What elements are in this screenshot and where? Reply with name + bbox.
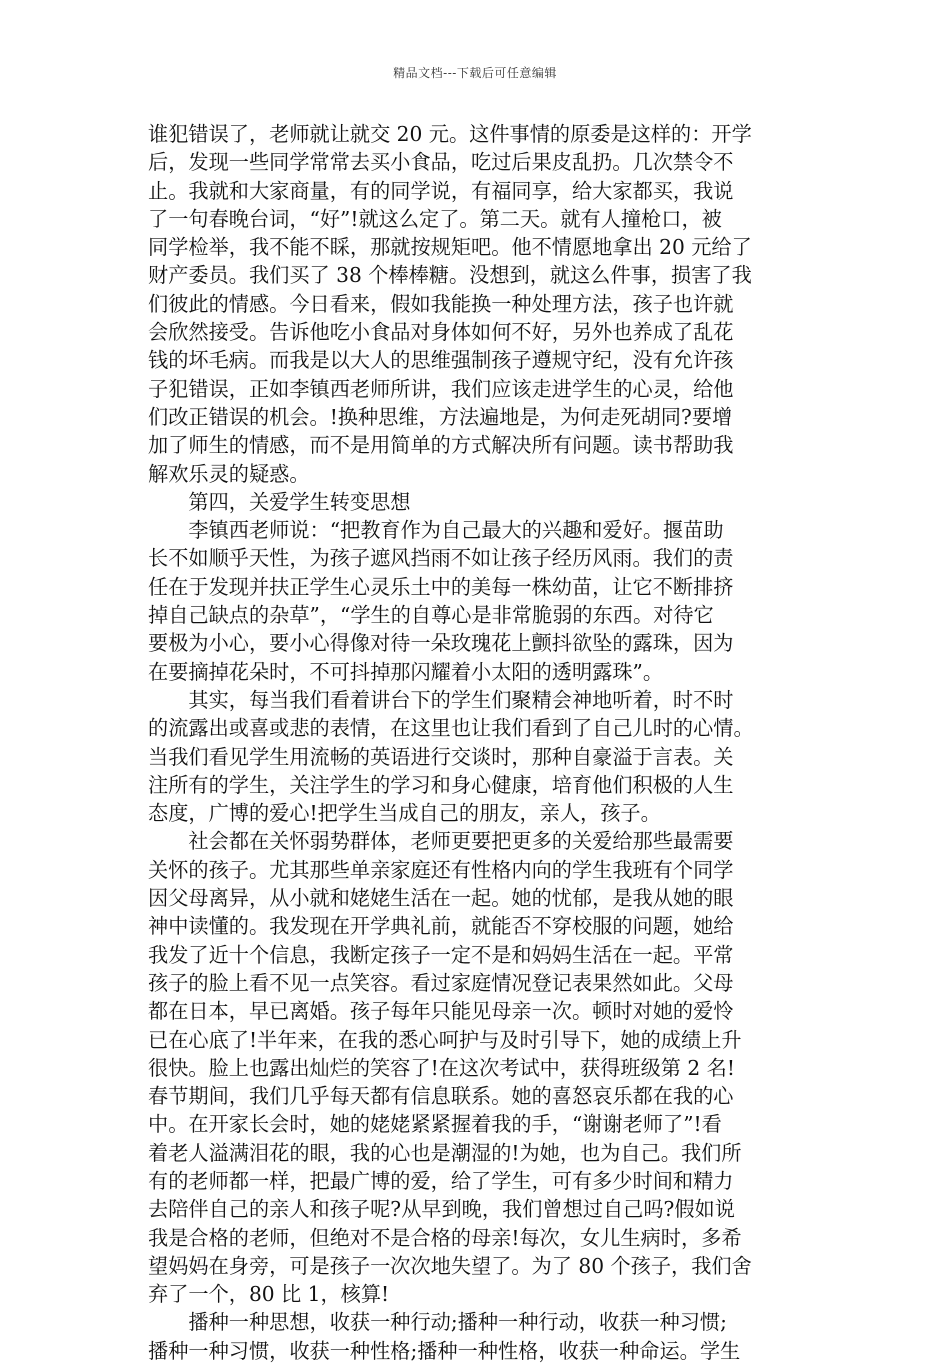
- text-line: 掉自己缺点的杂草”，“学生的自尊心是非常脆弱的东西。对待它: [148, 603, 714, 628]
- text-line: 的流露出或喜或悲的表情，在这里也让我们看到了自己儿时的心情。: [148, 716, 754, 741]
- text-line: 要极为小心，要小心得像对待一朵玫瑰花上颤抖欲坠的露珠，因为: [148, 631, 734, 656]
- text-line: 孩子的脸上看不见一点笑容。看过家庭情况登记表果然如此。父母: [148, 970, 734, 995]
- text-line: 春节期间，我们几乎每天都有信息联系。她的喜怒哀乐都在我的心: [148, 1084, 734, 1109]
- text-line: 当我们看见学生用流畅的英语进行交谈时，那种自豪溢于言表。关: [148, 744, 734, 769]
- text-line: 谁犯错误了，老师就让就交 20 元。这件事情的原委是这样的：开学: [148, 122, 752, 146]
- text-line: 后，发现一些同学常常去买小食品，吃过后果皮乱扔。几次禁令不: [148, 150, 734, 175]
- text-line: 止。我就和大家商量，有的同学说，有福同享，给大家都买，我说: [148, 178, 734, 203]
- text-line: 其实，每当我们看着讲台下的学生们聚精会神地听着，时不时: [188, 687, 734, 712]
- text-line: 着老人溢满泪花的眼，我的心也是潮湿的!为她，也为自己。我们所: [148, 1140, 742, 1165]
- text-line: 社会都在关怀弱势群体，老师更要把更多的关爱给那些最需要: [188, 829, 734, 854]
- text-line: 关怀的孩子。尤其那些单亲家庭还有性格内向的学生我班有个同学: [148, 857, 734, 882]
- text-line: 去陪伴自己的亲人和孩子呢?从早到晚，我们曾想过自己吗?假如说: [148, 1197, 735, 1222]
- text-line: 钱的坏毛病。而我是以大人的思维强制孩子遵规守纪，没有允许孩: [148, 348, 734, 373]
- text-line: 因父母离异，从小就和姥姥生活在一起。她的忧郁，是我从她的眼: [148, 886, 734, 911]
- text-line: 很快。脸上也露出灿烂的笑容了!在这次考试中，获得班级第 2 名!: [148, 1055, 735, 1080]
- text-line: 解欢乐灵的疑惑。: [148, 461, 310, 486]
- text-line: 中。在开家长会时，她的姥姥紧紧握着我的手，“谢谢老师了”!看: [148, 1112, 722, 1137]
- text-line: 已在心底了!半年来，在我的悉心呵护与及时引导下，她的成绩上升: [148, 1027, 742, 1052]
- text-line: 态度，广博的爱心!把学生当成自己的朋友，亲人，孩子。: [148, 801, 661, 826]
- text-line: 们彼此的情感。今日看来，假如我能换一种处理方法，孩子也许就: [148, 291, 734, 316]
- text-line: 第四，关爱学生转变思想: [188, 489, 411, 514]
- text-line: 有的老师都一样，把最广博的爱，给了学生，可有多少时间和精力: [148, 1168, 734, 1193]
- text-line: 长不如顺乎天性，为孩子遮风挡雨不如让孩子经历风雨。我们的责: [148, 546, 734, 571]
- text-line: 财产委员。我们买了 38 个棒棒糖。没想到，就这么件事，损害了我: [148, 263, 752, 288]
- text-line: 同学检举，我不能不睬，那就按规矩吧。他不情愿地拿出 20 元给了: [148, 235, 752, 260]
- text-line: 加了师生的情感，而不是用简单的方式解决所有问题。读书帮助我: [148, 433, 734, 458]
- text-line: 李镇西老师说：“把教育作为自己最大的兴趣和爱好。揠苗助: [188, 518, 724, 543]
- text-line: 望妈妈在身旁，可是孩子一次次地失望了。为了 80 个孩子，我们舍: [148, 1253, 752, 1278]
- text-line: 弃了一个，80 比 1，核算!: [148, 1282, 390, 1307]
- text-line: 任在于发现并扶正学生心灵乐土中的美每一株幼苗，让它不断排挤: [148, 574, 734, 599]
- text-line: 播种一种思想，收获一种行动;播种一种行动，收获一种习惯;: [188, 1310, 727, 1335]
- text-line: 在要摘掉花朵时，不可抖掉那闪耀着小太阳的透明露珠”。: [148, 659, 664, 684]
- text-line: 神中读懂的。我发现在开学典礼前，就能否不穿校服的问题，她给: [148, 914, 734, 939]
- body-text: [148, 120, 810, 1365]
- text-line: 们改正错误的机会。!换种思维，方法遍地是，为何走死胡同?要增: [148, 404, 733, 429]
- text-line: 子犯错误，正如李镇西老师所讲，我们应该走进学生的心灵，给他: [148, 376, 734, 401]
- text-line: 我是合格的老师，但绝对不是合格的母亲!每次，女儿生病时，多希: [148, 1225, 742, 1250]
- text-line: 注所有的学生，关注学生的学习和身心健康，培育他们积极的人生: [148, 772, 734, 797]
- text-line: 会欣然接受。告诉他吃小食品对身体如何不好，另外也养成了乱花: [148, 320, 734, 345]
- text-line: 了一句春晚台词，“好”!就这么定了。第二天。就有人撞枪口，被: [148, 206, 722, 231]
- page-header: 精品文档---下载后可任意编辑: [393, 66, 557, 80]
- text-line: 播种一种习惯，收获一种性格;播种一种性格，收获一种命运。学生: [148, 1338, 741, 1363]
- text-line: 我发了近十个信息，我断定孩子一定不是和妈妈生活在一起。平常: [148, 942, 734, 967]
- text-line: 都在日本，早已离婚。孩子每年只能见母亲一次。顿时对她的爱怜: [148, 999, 734, 1024]
